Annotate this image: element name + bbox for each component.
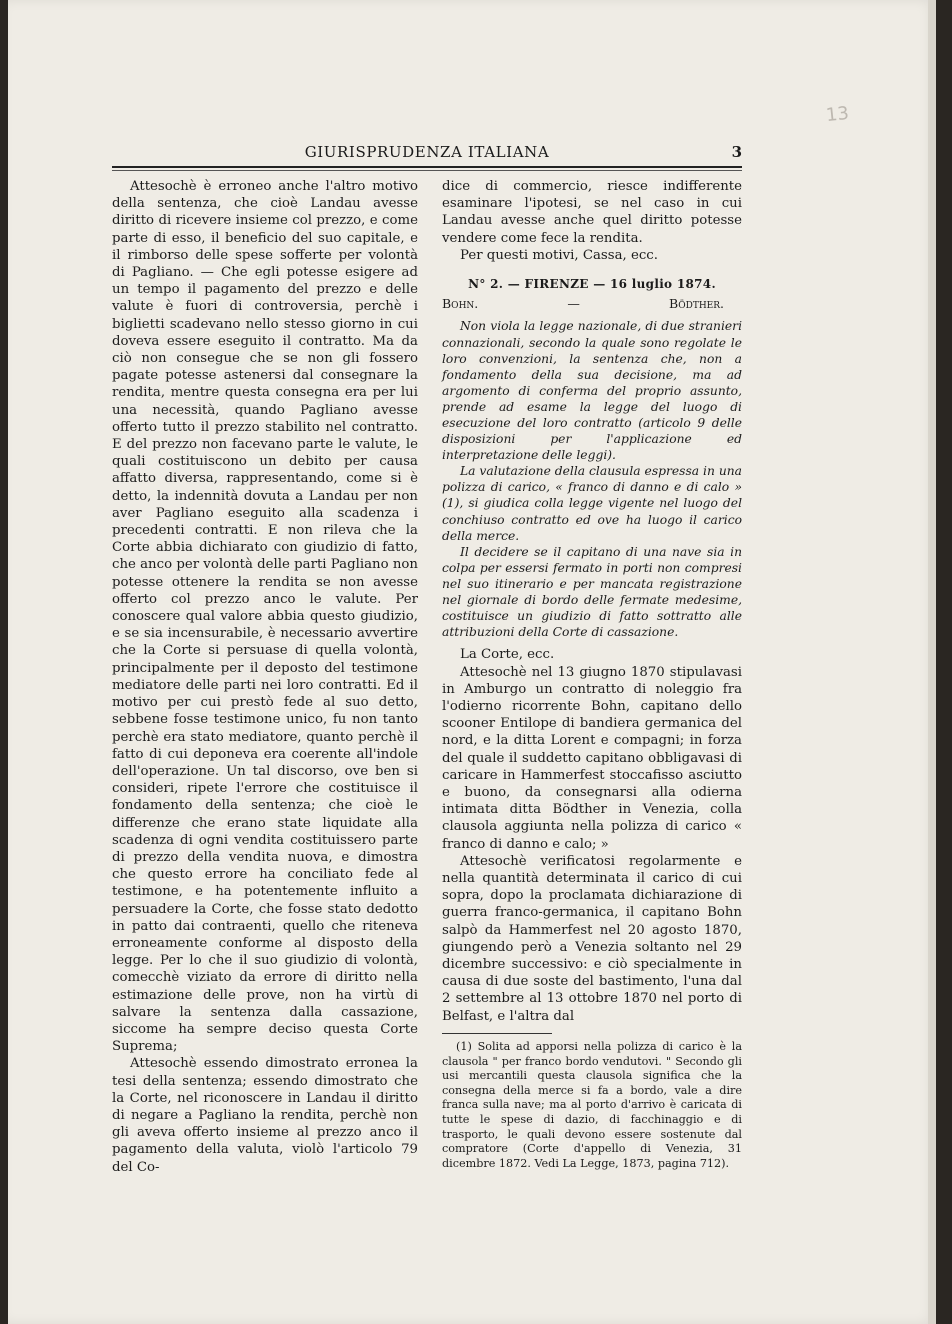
case-summaries — [442, 318, 742, 640]
case-summary: Il decidere se il capitano di una nave sia in colpa per essersi fermato in porti non compresi nel suo itinerario e per mancata registrazione nel giornale di bordo delle fermate medesime, costituisce un giudizio di fatto sottratto alle attribuzioni della Corte di cassazione. — [442, 544, 742, 640]
handwritten-folio-number: 13 — [824, 102, 850, 127]
body-paragraph: Attesochè verificatosi regolarmente e nella quantità determinata il carico di cui sopra, dopo la proclamata dichiarazione di guerra franco-germanica, il capitano Bohn salpò da Hammerfest nel 20 agosto 1870, giungendo però a Venezia soltanto nel 29 dicembre successivo: e ciò specialmente in causa di due soste del bastimento, l'una dal 2 settembre al 13 ottobre 1870 nel porto di Belfast, e l'altra dal — [442, 853, 742, 1024]
page-edge — [928, 0, 936, 1324]
case-parties — [442, 295, 742, 312]
party-separator: — — [567, 296, 580, 312]
header-rule-thin — [112, 170, 742, 171]
left-column — [112, 178, 418, 1176]
footnote-rule — [442, 1033, 552, 1034]
header-rule — [112, 166, 742, 168]
case-summary: Non viola la legge nazionale, di due stranieri connazionali, secondo la quale sono regolate le loro convenzioni, la sentenza che, non a fondamento della sua decisione, ma ad argomento di conferma del proprio assunto, prende ad esame la legge del luogo di esecuzione del loro contratto (articolo 9 delle disposizioni per l'applicazione ed interpretazione delle leggi). — [442, 319, 742, 463]
running-head: GIURISPRUDENZA ITALIANA — [304, 143, 550, 161]
footnote-text: (1) Solita ad apporsi nella polizza di carico è la clausola " per franco bordo vendutovi. " Secondo gli usi mercantili questa clausola significa che la consegna della merce si fa a bordo, vale a dire franca sulla nave; ma al porto d'arrivo è caricata di tutte le spese di dazio, di facchinaggio e di trasporto, le quali devono essere sostenute dal compratore (Corte d'appello di Venezia, 31 dicembre 1872. Vedi La Legge, 1873, pagina 712). — [442, 1040, 742, 1170]
body-paragraph: Attesochè è erroneo anche l'altro motivo della sentenza, che cioè Landau avesse diritto di ricevere insieme col prezzo, e come parte di esso, il beneficio del suo capitale, e il rimborso delle spese sofferte per volontà di Pagliano. — Che egli potesse esigere ad un tempo il pagamento del prezzo e delle valute è fuori di controversia, perchè i biglietti scadevano nello stesso giorno in cui doveva essere eseguito il contratto. Ma da ciò non consegue che se non gli fossero pagate potesse astenersi dal consegnare la rendita, mentre questa consegna era per lui una necessità, quando Pagliano avesse offerto tutto il prezzo stabilito nel contratto. E del prezzo non facevano parte le valute, le quali costituiscono un debito per causa affatto diversa, rappresentando, come si è detto, la indennità dovuta a Landau per non aver Pagliano eseguito alla scadenza i precedenti contratti. E non rileva che la Corte abbia dichiarato con giudizio di fatto, che anco per volontà delle parti Pagliano non potesse ottenere la rendita se non avesse offerto col prezzo anco le valute. Per conoscere qual valore abbia questo giudizio, e se sia incensurabile, è necessario avvertire che la Corte si persuase di quella volontà, principalmente per il deposto del testimone mediatore delle parti nei loro contratti. Ed il motivo per cui prestò fede al suo detto, sebbene fosse testimone unico, fu non tanto perchè era stato mediatore, quanto perchè il fatto di cui deponeva era coerente all'indole dell'operazione. Un tal discorso, ove ben si consideri, ripete l'errore che costituisce il fondamento della sentenza; che cioè le differenze che erano state liquidate alla scadenza di ogni vendita costituissero parte di prezzo della vendita nuova, e dimostra che questo errore ha conciliato fede al testimone, e ha potentemente influito a persuadere la Corte, che fosse stato dedotto in patto dai contraenti, quello che riteneva erroneamente conforme al disposto della legge. Per lo che il suo giudizio di volontà, comecchè viziato da errore di diritto nella estimazione delle prove, non ha virtù di salvare la sentenza dalla cassazione, siccome ha sempre deciso questa Corte Suprema; — [112, 179, 418, 1055]
case-heading: N° 2. — FIRENZE — 16 luglio 1874. — [468, 277, 716, 292]
party-appellant: Bohn. — [442, 296, 479, 312]
body-paragraph: Per questi motivi, Cassa, ecc. — [460, 247, 658, 263]
case-summary: La valutazione della clausula espressa in una polizza di carico, « franco di danno e di calo » (1), si giudica colla legge vigente nel luogo del conchiuso contratto ed ove ha luogo il carico della merce. — [442, 464, 742, 543]
body-paragraph: Attesochè essendo dimostrato erronea la tesi della sentenza; essendo dimostrato che la Corte, nel riconoscere in Landau il diritto di negare a Pagliano la rendita, perchè non gli aveva offerto insieme al prezzo anco il pagamento della valuta, violò l'articolo 79 del Co- — [112, 1056, 418, 1175]
body-paragraph: La Corte, ecc. — [460, 647, 555, 663]
party-respondent: Bödther. — [669, 296, 724, 312]
footnote — [442, 1040, 742, 1171]
body-paragraph: dice di commercio, riesce indifferente esaminare l'ipotesi, se nel caso in cui Landau avesse anche quel diritto potesse vendere come fece la rendita. — [442, 179, 742, 246]
page-number: 3 — [731, 143, 742, 161]
body-paragraph: Attesochè nel 13 giugno 1870 stipulavasi in Amburgo un contratto di noleggio fra l'odierno ricorrente Bohn, capitano dello scooner Entilope di bandiera germanica del nord, e la ditta Lorent e compagni; in forza del quale il suddetto capitano obbligavasi di caricare in Hammerfest stoccafisso asciutto e buono, da consegnarsi alla odierna intimata ditta Bödther in Venezia, colla clausola aggiunta nella polizza di carico « franco di danno e calo; » — [442, 664, 742, 852]
right-column — [442, 178, 742, 1025]
page-header — [112, 141, 742, 165]
